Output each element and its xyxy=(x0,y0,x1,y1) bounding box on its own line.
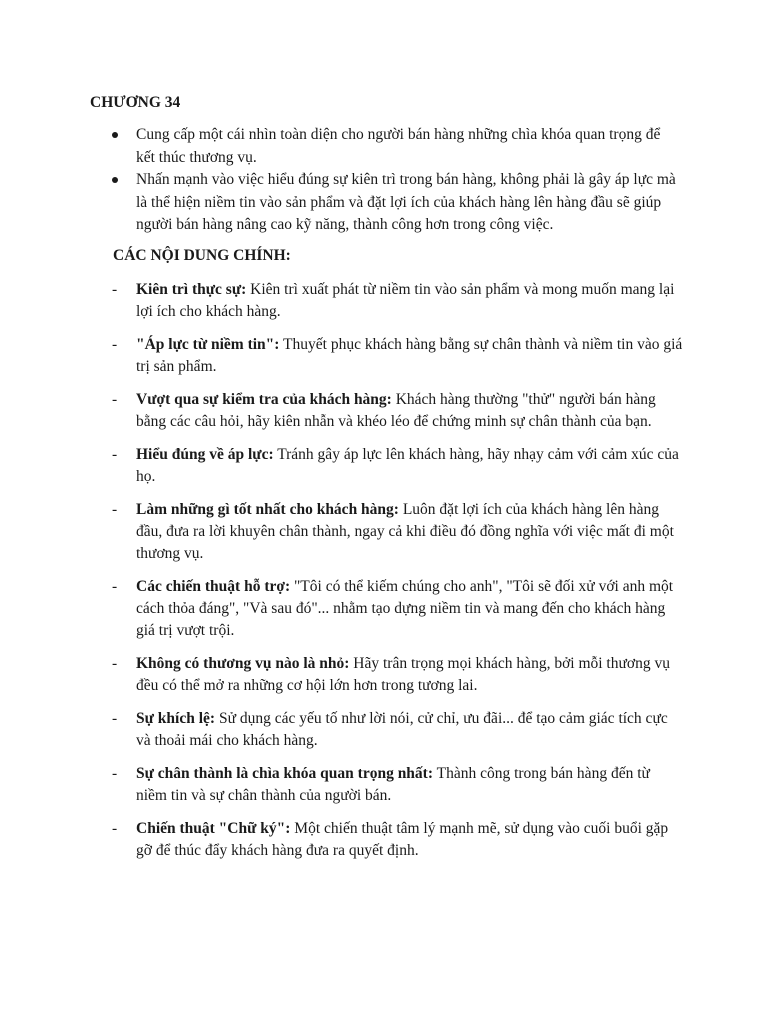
content-item xyxy=(109,279,683,324)
dash-marker: - xyxy=(112,709,118,727)
dash-marker: - xyxy=(112,654,118,672)
item-text: Sử dụng các yếu tố như lời nói, cử chỉ, ưu đãi... để tạo cảm giác tích cực và thoải mái cho khách hàng. xyxy=(136,709,668,750)
item-text: Thành công trong bán hàng đến từ niềm tin và sự chân thành của người bán. xyxy=(136,764,650,805)
item-term: "Áp lực từ niềm tin": xyxy=(136,335,280,353)
item-text: Khách hàng thường "thử" người bán hàng bằng các câu hỏi, hãy kiên nhẫn và khéo léo để chứng minh sự chân thành của bạn. xyxy=(136,390,656,431)
item-text: Luôn đặt lợi ích của khách hàng lên hàng đầu, đưa ra lời khuyên chân thành, ngay cả khi điều đó đồng nghĩa với việc mất đi một thương vụ. xyxy=(136,500,674,563)
item-term: Hiểu đúng về áp lực: xyxy=(136,445,274,463)
content-item xyxy=(109,499,683,566)
dash-marker: - xyxy=(112,577,118,595)
item-term: Không có thương vụ nào là nhỏ: xyxy=(136,654,350,672)
content-item xyxy=(109,389,683,434)
summary-bullet-text: Nhấn mạnh vào việc hiểu đúng sự kiên trì trong bán hàng, không phải là gây áp lực mà là thể hiện niềm tin vào sản phẩm và đặt lợi ích của khách hàng lên hàng đầu sẽ giúp người bán hàng nâng cao kỹ năng, thành công hơn trong công việc. xyxy=(136,171,676,233)
chapter-title: CHƯƠNG 34 xyxy=(90,94,181,111)
item-term: Chiến thuật "Chữ ký": xyxy=(136,819,291,837)
content-item-list xyxy=(109,279,683,873)
bullet-dot-icon xyxy=(112,177,118,183)
content-item xyxy=(109,708,683,753)
item-text: Tránh gây áp lực lên khách hàng, hãy nhạy cảm với cảm xúc của họ. xyxy=(136,445,679,485)
item-term: Kiên trì thực sự: xyxy=(136,281,247,298)
item-term: Sự khích lệ: xyxy=(136,709,216,727)
summary-bullet xyxy=(109,169,679,237)
summary-bullet-list xyxy=(109,124,679,237)
dash-marker: - xyxy=(112,500,118,518)
section-title: CÁC NỘI DUNG CHÍNH: xyxy=(113,247,291,264)
bullet-dot-icon xyxy=(112,132,118,138)
content-item xyxy=(109,653,683,698)
item-term: Sự chân thành là chìa khóa quan trọng nhất: xyxy=(136,764,434,782)
dash-marker: - xyxy=(112,764,118,782)
item-text: Thuyết phục khách hàng bằng sự chân thành và niềm tin vào giá trị sản phẩm. xyxy=(136,335,683,376)
item-text: Kiên trì xuất phát từ niềm tin vào sản phẩm và mong muốn mang lại lợi ích cho khách hàng. xyxy=(136,281,675,321)
item-text: Một chiến thuật tâm lý mạnh mẽ, sử dụng vào cuối buổi gặp gỡ để thúc đẩy khách hàng đưa ra quyết định. xyxy=(136,819,669,859)
dash-marker: - xyxy=(112,335,118,353)
content-item xyxy=(109,818,683,863)
dash-marker: - xyxy=(112,445,118,463)
dash-marker: - xyxy=(112,390,118,408)
content-item xyxy=(109,576,683,643)
summary-bullet xyxy=(109,124,679,169)
content-item xyxy=(109,444,683,489)
summary-bullet-text: Cung cấp một cái nhìn toàn diện cho người bán hàng những chìa khóa quan trọng để kết thúc thương vụ. xyxy=(136,126,661,166)
item-text: "Tôi có thể kiếm chúng cho anh", "Tôi sẽ đối xử với anh một cách thỏa đáng", "Và sau đó"... nhằm tạo dựng niềm tin và mang đến cho khách hàng giá trị vượt trội. xyxy=(136,577,674,640)
content-item xyxy=(109,334,683,379)
dash-marker: - xyxy=(112,819,118,837)
item-text: Hãy trân trọng mọi khách hàng, bởi mỗi thương vụ đều có thể mở ra những cơ hội lớn hơn trong tương lai. xyxy=(136,654,670,695)
dash-marker: - xyxy=(112,281,118,298)
content-item xyxy=(109,763,683,808)
item-term: Vượt qua sự kiểm tra của khách hàng: xyxy=(136,390,392,408)
item-term: Làm những gì tốt nhất cho khách hàng: xyxy=(136,500,399,518)
item-term: Các chiến thuật hỗ trợ: xyxy=(136,577,291,595)
